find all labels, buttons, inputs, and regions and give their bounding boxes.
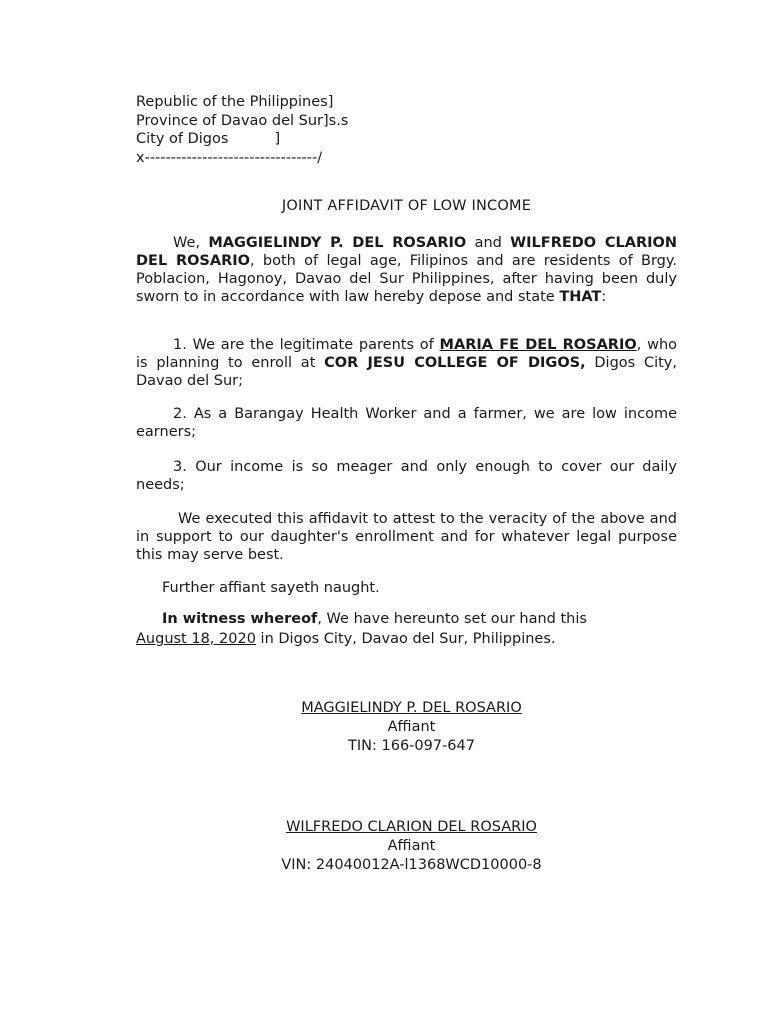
item-2-paragraph — [136, 405, 677, 441]
intro-paragraph — [136, 234, 677, 306]
signatory-2-name: WILFREDO CLARION DEL ROSARIO — [286, 819, 537, 835]
item-2-text: 2. As a Barangay Health Worker and a farmer, we are low income earners; — [136, 406, 677, 440]
item-1-paragraph — [136, 336, 677, 390]
intro-text-4: : — [601, 289, 607, 305]
that-keyword: THAT — [559, 289, 602, 305]
signatory-1-name: MAGGIELINDY P. DEL ROSARIO — [301, 700, 522, 716]
item-1-text-1: 1. We are the legitimate parents of — [173, 337, 440, 353]
intro-text-2: and — [466, 235, 511, 251]
venue-line-city: City of Digos ] — [136, 131, 281, 147]
further-text: Further affiant sayeth naught. — [162, 580, 380, 596]
affidavit-date: August 18, 2020 — [136, 631, 256, 647]
intro-text-1: We, — [173, 235, 209, 251]
signatory-2-role: Affiant — [387, 838, 436, 854]
signatory-2-id: VIN: 24040012A-l1368WCD10000-8 — [281, 857, 542, 873]
venue-line-republic: Republic of the Philippines] — [136, 94, 334, 110]
intro-text-3: , both of legal age, Filipinos and are residents of Brgy. Poblacion, Hagonoy, Davao del Sur Philippines, after having been duly sworn to in accordance with law hereby depose and state — [136, 253, 677, 305]
executed-text: We executed this affidavit to attest to the veracity of the above and in support to our daughter's enrollment and for whatever legal purpose this may serve best. — [136, 511, 677, 563]
item-1-text-3: Digos City, Davao del Sur; — [136, 355, 677, 389]
witness-text-2: in Digos City, Davao del Sur, Philippines. — [255, 631, 556, 647]
affiant-name-1: MAGGIELINDY P. DEL ROSARIO — [208, 235, 467, 251]
signature-block-1 — [0, 699, 768, 756]
witness-text-1: , We have hereunto set our hand this — [317, 611, 587, 627]
item-3-text: 3. Our income is so meager and only enough to cover our daily needs; — [136, 459, 677, 493]
item-1-text-2: , who is planning to enroll at — [136, 337, 677, 371]
item-3-paragraph — [136, 458, 677, 494]
child-name: MARIA FE DEL ROSARIO — [439, 337, 637, 353]
document-title: JOINT AFFIDAVIT OF LOW INCOME — [281, 198, 532, 214]
affiant-name-2: WILFREDO CLARION DEL ROSARIO — [136, 235, 677, 269]
executed-paragraph — [136, 510, 677, 564]
witness-paragraph — [136, 609, 677, 649]
signatory-1-role: Affiant — [387, 719, 436, 735]
witness-bold-text: In witness whereof — [162, 611, 318, 627]
signature-block-2 — [0, 818, 768, 875]
venue-divider: x---------------------------------/ — [136, 149, 323, 166]
further-paragraph — [136, 579, 677, 597]
school-name: COR JESU COLLEGE OF DIGOS, — [324, 355, 586, 371]
signatory-1-id: TIN: 166-097-647 — [348, 738, 475, 754]
venue-line-province: Province of Davao del Sur]s.s — [136, 112, 349, 129]
venue-block — [136, 93, 348, 167]
